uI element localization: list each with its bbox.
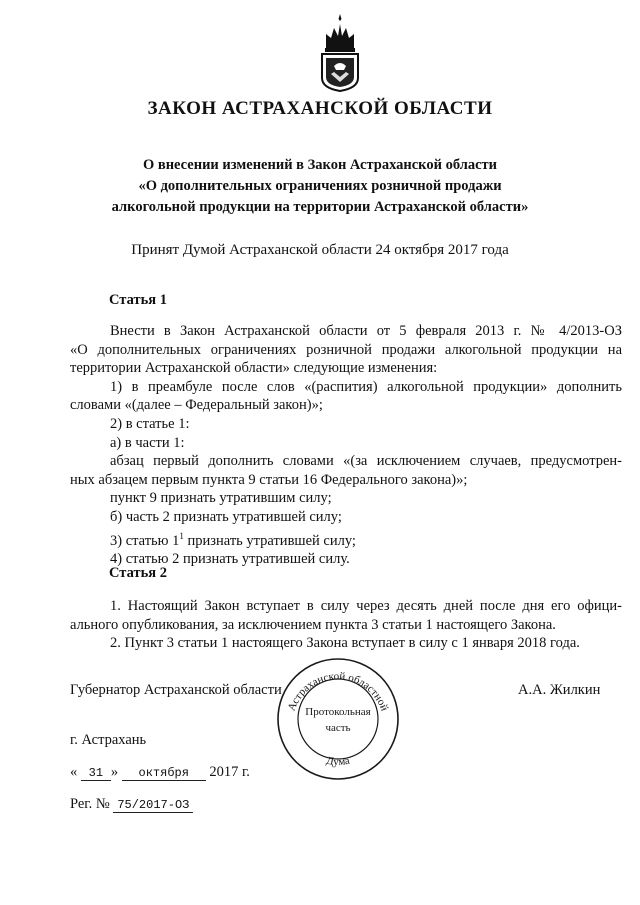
reg-label: Рег. № (70, 796, 110, 812)
stamp-ring-text: Астраханской областной (285, 670, 391, 713)
text-line: 4) статью 2 признать утратившей силу. (110, 550, 350, 567)
signatory-position: Губернатор Астраханской области (70, 682, 282, 698)
text-line: 1) в преамбуле после слов «(распития) алкогольной продукции» дополнить (110, 378, 622, 395)
text-fragment: признать утратившей силу; (183, 532, 356, 549)
city: г. Астрахань (70, 732, 147, 748)
text-line: 2. Пункт 3 статьи 1 настоящего Закона вступает в силу с 1 января 2018 года. (110, 635, 580, 652)
date-day: 31 (81, 766, 111, 781)
text-line: 1. Настоящий Закон вступает в силу через десять дней после дня его офици- (110, 598, 622, 614)
article-2-body (70, 597, 622, 653)
registration (70, 796, 193, 813)
signing-date (70, 764, 250, 781)
reg-number: 75/2017-ОЗ (113, 798, 193, 813)
text-line: Внести в Закон Астраханской области от 5 февраля 2013 г. № 4/2013-ОЗ (110, 323, 622, 339)
signatory-name: А.А. Жилкин (518, 682, 601, 698)
subtitle-line: алкогольной продукции на территории Астраханской области» (111, 199, 529, 215)
subtitle-line: О внесении изменений в Закон Астраханской области (142, 157, 498, 173)
date-open-quote: « (70, 764, 78, 780)
official-stamp (274, 655, 402, 783)
text-line: пункт 9 признать утратившим силу; (110, 490, 332, 507)
stamp-center-line: Протокольная (305, 706, 371, 718)
adoption-note: Принят Думой Астраханской области 24 октября 2017 года (131, 242, 509, 258)
article-2-heading: Статья 2 (109, 565, 167, 581)
article-1-heading: Статья 1 (109, 292, 167, 308)
stamp-ring-text-bottom: Дума (325, 754, 351, 769)
superscript: 1 (179, 530, 184, 541)
text-line: словами «(далее – Федеральный закон)»; (70, 397, 323, 414)
stamp-center-line: часть (325, 722, 351, 734)
article-1-body (70, 322, 622, 569)
text-line: территории Астраханской области» следующие изменения: (70, 360, 438, 377)
text-line: 2) в статье 1: (110, 415, 190, 432)
date-month: октября (122, 766, 206, 781)
document-title: ЗАКОН АСТРАХАНСКОЙ ОБЛАСТИ (147, 98, 493, 119)
document-subtitle (80, 155, 560, 218)
text-line: абзац первый дополнить словами «(за исключением случаев, предусмотрен- (110, 453, 622, 470)
text-line: ных абзацем первым пункта 9 статьи 16 Федерального закона)»; (70, 471, 468, 488)
date-year: 2017 г. (209, 764, 250, 780)
text-line (70, 527, 622, 550)
text-line: «О дополнительных ограничениях розничной продажи алкогольной продукции на (70, 341, 622, 358)
subtitle-line: «О дополнительных ограничениях розничной продажи (138, 178, 502, 194)
text-line: ального опубликования, за исключением пункта 3 статьи 1 настоящего Закона. (70, 616, 556, 633)
text-fragment: 3) статью 1 (110, 532, 180, 549)
text-line: б) часть 2 признать утратившей силу; (110, 508, 342, 525)
text-line: а) в части 1: (110, 434, 185, 451)
coat-of-arms-emblem (314, 12, 366, 92)
date-close-quote: » (110, 764, 119, 780)
